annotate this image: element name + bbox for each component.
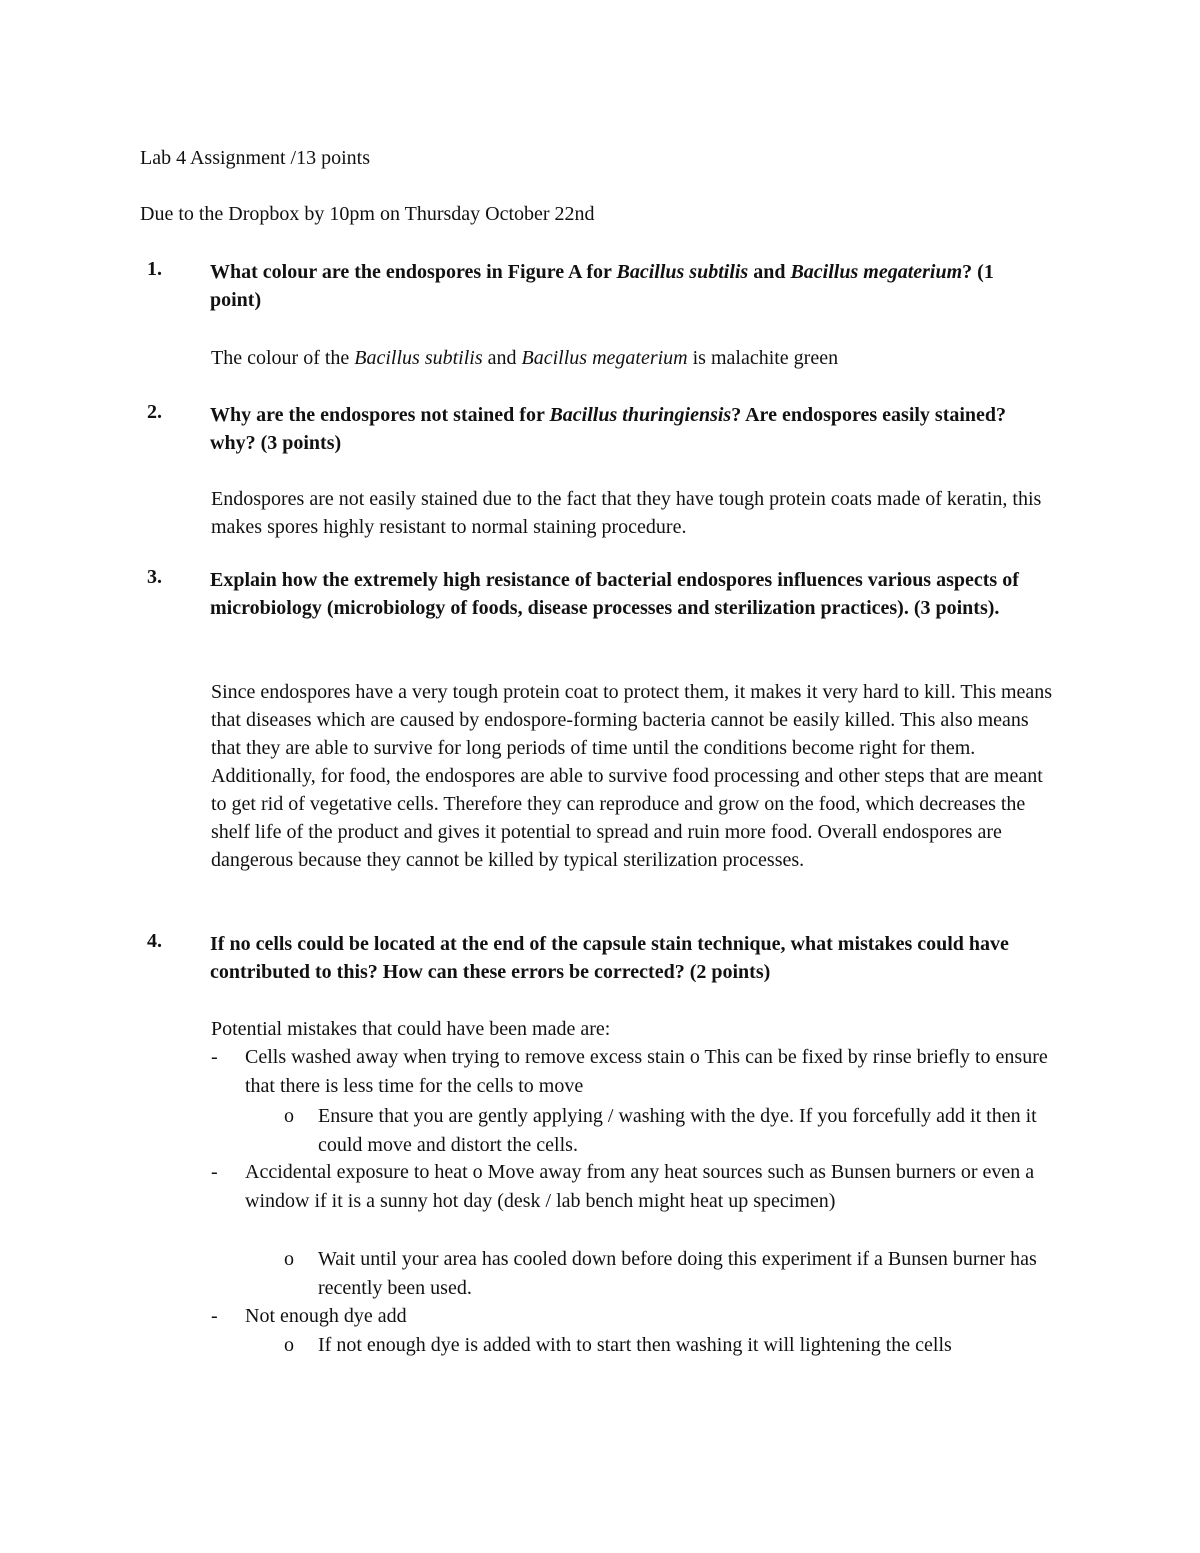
- list-item: Accidental exposure to heat o Move away from any heat sources such as Bunsen burners or even a window if it is a sunny hot day (desk / lab bench might heat up specimen): [245, 1161, 1035, 1212]
- answer-1: [211, 344, 838, 372]
- species-name: Bacillus megaterium: [521, 347, 688, 369]
- question-text-part: What colour are the endospores in Figure A for: [210, 261, 617, 283]
- dash-bullet: -: [211, 1046, 218, 1068]
- answer-3: Since endospores have a very tough protein coat to protect them, it makes it very hard to kill. This means that diseases which are caused by endospore-forming bacteria cannot be easily killed. This also means that they are able to survive for long periods of time until the conditions become right for them. Additionally, for food, the endospores are able to survive food processing and other steps that are meant to get rid of vegetative cells. Therefore they can reproduce and grow on the food, which decreases the shelf life of the product and gives it potential to spread and ruin more food. Overall endospores are dangerous because they cannot be killed by typical sterilization processes.: [211, 681, 1053, 871]
- list-item: Not enough dye add: [245, 1305, 407, 1327]
- due-date-line: Due to the Dropbox by 10pm on Thursday October 22nd: [140, 203, 595, 225]
- answer-4-intro: Potential mistakes that could have been made are:: [211, 1018, 611, 1040]
- question-text: If no cells could be located at the end of the capsule stain technique, what mistakes could have contributed to this? How can these errors be corrected? (2 points): [210, 933, 1009, 983]
- assignment-title: Lab 4 Assignment /13 points: [140, 147, 370, 169]
- circle-bullet-icon: o: [284, 1248, 294, 1270]
- sub-list-item: If not enough dye is added with to start then washing it will lightening the cells: [318, 1334, 952, 1356]
- dash-bullet: -: [211, 1161, 218, 1183]
- species-name: Bacillus subtilis: [354, 347, 483, 369]
- circle-bullet-icon: o: [284, 1334, 294, 1356]
- sub-list-item: Wait until your area has cooled down before doing this experiment if a Bunsen burner has recently been used.: [318, 1248, 1037, 1299]
- circle-bullet-icon: o: [284, 1105, 294, 1127]
- question-number: 3.: [147, 566, 162, 588]
- answer-text-part: is malachite green: [687, 347, 839, 369]
- question-text-part: ? Are endospores easily stained? why? (3 points): [210, 404, 1007, 454]
- species-name: Bacillus subtilis: [616, 261, 749, 283]
- list-item: Cells washed away when trying to remove excess stain o This can be fixed by rinse briefly to ensure that there is less time for the cells to move: [245, 1046, 1048, 1097]
- question-text: [210, 401, 1030, 457]
- question-number: 2.: [147, 401, 162, 423]
- sub-list-item: Ensure that you are gently applying / washing with the dye. If you forcefully add it then it could move and distort the cells.: [318, 1105, 1037, 1156]
- answer-text-part: The colour of the: [211, 347, 355, 369]
- answer-2: Endospores are not easily stained due to the fact that they have tough protein coats made of keratin, this makes spores highly resistant to normal staining procedure.: [211, 488, 1042, 538]
- question-number: 4.: [147, 930, 162, 952]
- question-text-part: ? (1 point): [210, 261, 994, 311]
- species-name: Bacillus megaterium: [790, 261, 963, 283]
- question-text-part: and: [748, 261, 791, 283]
- question-text-part: Why are the endospores not stained for: [210, 404, 550, 426]
- question-text: [210, 258, 1030, 314]
- question-number: 1.: [147, 258, 162, 280]
- answer-text-part: and: [482, 347, 522, 369]
- question-text: Explain how the extremely high resistance of bacterial endospores influences various aspects of microbiology (microbiology of foods, disease processes and sterilization practices). (3 points).: [210, 569, 1019, 619]
- dash-bullet: -: [211, 1305, 218, 1327]
- species-name: Bacillus thuringiensis: [549, 404, 732, 426]
